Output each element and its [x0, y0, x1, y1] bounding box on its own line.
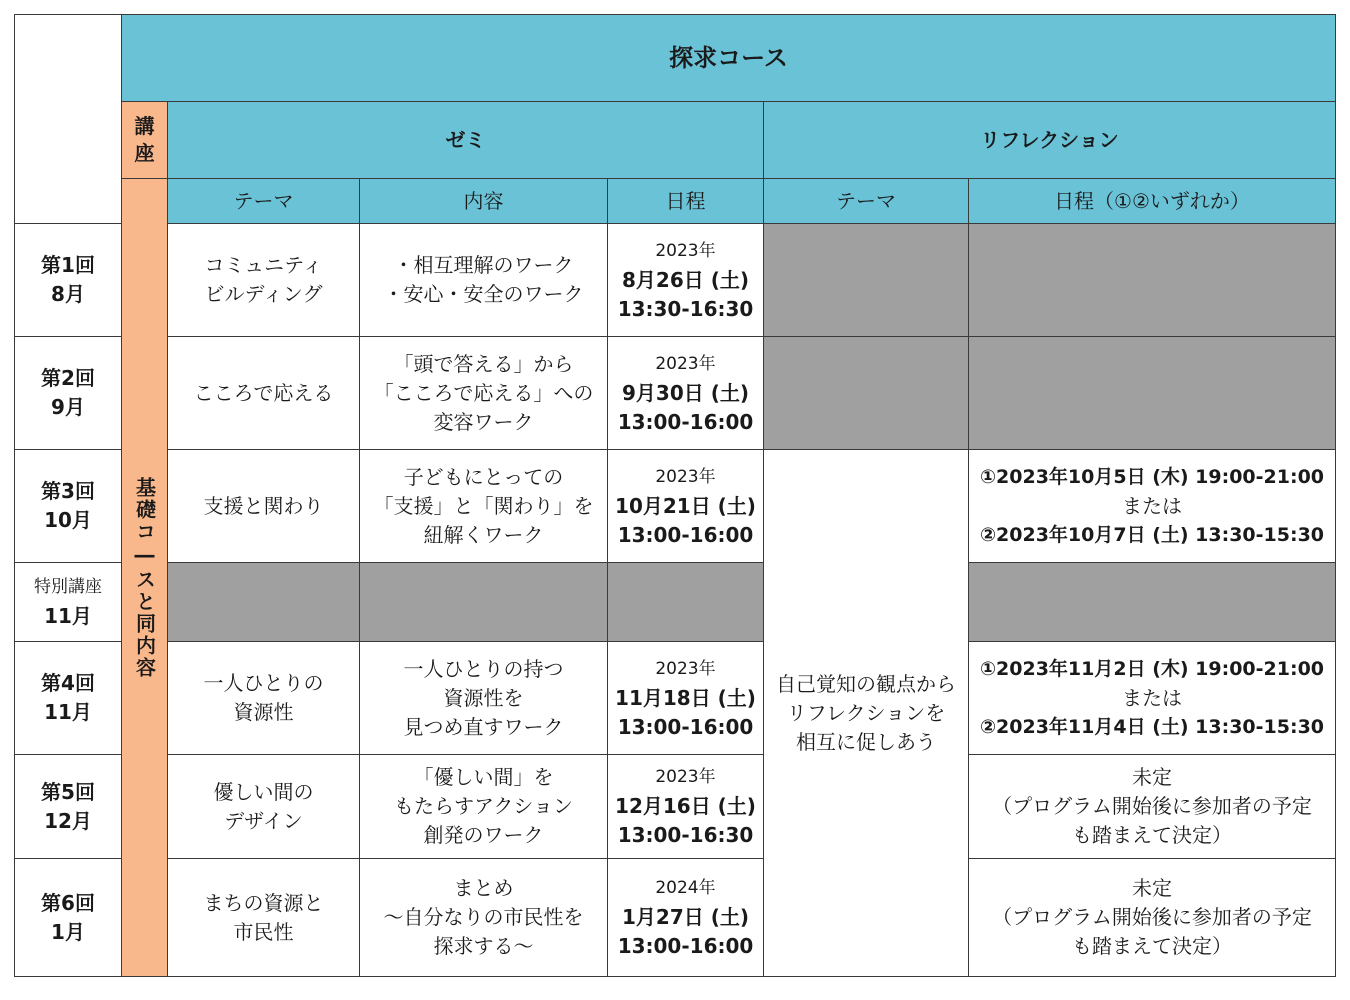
special-ref-date-empty: [968, 562, 1336, 642]
theme-cell: [167, 336, 360, 450]
kouza-char-1: 講: [134, 114, 155, 138]
ref-date-or: または: [1122, 685, 1182, 710]
content-line: 創発のワーク: [423, 823, 544, 847]
session-number: 第2回: [41, 366, 95, 390]
content-line: ・相互理解のワーク: [393, 253, 574, 277]
date-time: 13:30-16:30: [617, 296, 754, 321]
theme-line: まちの資源と: [203, 890, 324, 915]
date-cell: [607, 336, 764, 450]
date-time: 13:00-16:00: [617, 522, 754, 547]
ref-theme-empty: [763, 336, 969, 450]
content-cell: [359, 858, 608, 977]
ref-date-note: （プログラム開始後に参加者の予定: [992, 905, 1312, 929]
col-header-date-text: 日程: [665, 188, 706, 213]
kiso-course-label: 基礎コ―スと同内容: [132, 476, 157, 679]
content-line: ～自分なりの市民性を: [383, 905, 584, 929]
date-cell: [607, 858, 764, 977]
ref-date-option-1: ①2023年11月2日 (木) 19:00-21:00: [979, 657, 1325, 680]
session-month: 8月: [51, 282, 85, 306]
theme-cell: [167, 449, 360, 563]
content-line: 探求する～: [433, 934, 534, 958]
theme-cell: [167, 858, 360, 977]
date-year: 2023年: [655, 658, 716, 679]
session-cell: [14, 223, 122, 337]
session-number: 第3回: [41, 479, 95, 503]
special-theme-empty: [167, 562, 360, 642]
kiso-course-column: [121, 178, 168, 977]
zemi-header: [167, 101, 764, 179]
session-cell: [14, 336, 122, 450]
reflection-header: [763, 101, 1336, 179]
theme-line: デザイン: [224, 808, 303, 833]
ref-date-option-1: ①2023年10月5日 (木) 19:00-21:00: [979, 465, 1325, 488]
ref-theme-empty: [763, 223, 969, 337]
special-session-month: 11月: [44, 604, 92, 628]
ref-date-empty: [968, 336, 1336, 450]
reflection-theme-line: 自己覚知の観点から: [776, 671, 956, 696]
session-number: 第4回: [41, 671, 95, 695]
session-number: 第6回: [41, 890, 95, 915]
date-time: 13:00-16:00: [617, 409, 754, 434]
ref-date-cell: [968, 641, 1336, 755]
content-line: 子どもにとっての: [403, 464, 564, 489]
special-date-empty: [607, 562, 764, 642]
date-day: 10月21日 (土): [615, 493, 756, 518]
content-cell: [359, 336, 608, 450]
date-day: 12月16日 (土): [615, 794, 756, 818]
kouza-header: [121, 101, 168, 179]
ref-date-cell: [968, 858, 1336, 977]
col-header-ref-date-text: 日程（①②いずれか）: [1054, 188, 1250, 213]
session-number: 第5回: [41, 779, 95, 804]
col-header-ref-theme: [763, 178, 969, 224]
col-header-date: [607, 178, 764, 224]
session-month: 10月: [44, 508, 92, 532]
zemi-header-text: ゼミ: [445, 127, 486, 152]
content-line: 見つめ直すワーク: [403, 714, 564, 739]
theme-line: 支援と関わり: [203, 493, 324, 518]
corner-blank: [14, 14, 122, 224]
date-year: 2023年: [655, 767, 716, 787]
session-month: 9月: [51, 395, 85, 419]
content-line: 資源性を: [443, 685, 524, 710]
reflection-header-text: リフレクション: [980, 127, 1119, 152]
col-header-ref-theme-text: テーマ: [836, 188, 896, 213]
session-cell: [14, 754, 122, 859]
date-year: 2023年: [655, 353, 716, 374]
theme-line: 市民性: [233, 919, 294, 944]
date-cell: [607, 641, 764, 755]
theme-line: 資源性: [233, 700, 294, 724]
ref-date-or: または: [1122, 493, 1182, 518]
date-day: 9月30日 (土): [622, 380, 749, 405]
content-cell: [359, 641, 608, 755]
col-header-theme: [167, 178, 360, 224]
ref-date-note: も踏まえて決定）: [1072, 934, 1232, 958]
content-line: 「優しい間」を: [413, 765, 554, 789]
date-time: 13:00-16:00: [617, 714, 754, 739]
content-cell: [359, 754, 608, 859]
special-session-cell: [14, 562, 122, 642]
session-cell: [14, 641, 122, 755]
date-year: 2024年: [655, 878, 716, 898]
content-line: 「頭で答える」から: [393, 351, 574, 376]
date-cell: [607, 223, 764, 337]
col-header-theme-text: テーマ: [233, 188, 294, 213]
date-cell: [607, 754, 764, 859]
date-time: 13:00-16:30: [617, 823, 754, 847]
reflection-theme-cell: [763, 449, 969, 977]
content-line: 紐解くワーク: [423, 522, 544, 547]
date-year: 2023年: [655, 240, 716, 261]
reflection-theme-line: 相互に促しあう: [796, 729, 936, 754]
session-month: 11月: [44, 700, 92, 724]
ref-date-tbd: 未定: [1132, 876, 1172, 900]
theme-line: ビルディング: [204, 282, 323, 306]
content-line: 「こころで応える」への: [373, 380, 594, 405]
ref-date-note: （プログラム開始後に参加者の予定: [992, 794, 1312, 818]
col-header-ref-date: [968, 178, 1336, 224]
reflection-theme-line: リフレクションを: [786, 700, 946, 725]
theme-line: 一人ひとりの: [203, 671, 324, 695]
ref-date-tbd: 未定: [1132, 765, 1172, 789]
ref-date-cell: [968, 449, 1336, 563]
date-time: 13:00-16:00: [617, 934, 754, 958]
ref-date-option-2: ②2023年10月7日 (土) 13:30-15:30: [979, 523, 1325, 546]
special-content-empty: [359, 562, 608, 642]
special-session-label: 特別講座: [34, 577, 102, 597]
content-cell: [359, 449, 608, 563]
kouza-char-2: 座: [134, 141, 155, 165]
ref-date-empty: [968, 223, 1336, 337]
content-line: 「支援」と「関わり」を: [373, 493, 594, 518]
col-header-content-text: 内容: [463, 188, 504, 213]
session-month: 12月: [44, 808, 92, 833]
session-cell: [14, 449, 122, 563]
theme-cell: [167, 223, 360, 337]
date-day: 8月26日 (土): [622, 267, 749, 292]
ref-date-note: も踏まえて決定）: [1072, 823, 1232, 847]
content-line: 変容ワーク: [433, 409, 534, 434]
theme-line: 優しい間の: [213, 779, 314, 804]
theme-cell: [167, 641, 360, 755]
ref-date-cell: [968, 754, 1336, 859]
theme-cell: [167, 754, 360, 859]
course-title-text: 探求コース: [669, 43, 788, 72]
theme-line: こころで応える: [193, 380, 334, 405]
content-cell: [359, 223, 608, 337]
content-line: もたらすアクション: [394, 794, 573, 818]
date-day: 11月18日 (土): [615, 685, 756, 710]
session-cell: [14, 858, 122, 977]
col-header-content: [359, 178, 608, 224]
session-month: 1月: [51, 919, 85, 944]
date-day: 1月27日 (土): [622, 905, 749, 929]
date-cell: [607, 449, 764, 563]
course-title: [121, 14, 1336, 102]
content-line: ・安心・安全のワーク: [383, 282, 584, 306]
content-line: まとめ: [453, 876, 514, 900]
theme-line: コミュニティ: [204, 253, 323, 277]
session-number: 第1回: [41, 253, 95, 277]
content-line: 一人ひとりの持つ: [403, 656, 564, 681]
date-year: 2023年: [655, 466, 716, 487]
ref-date-option-2: ②2023年11月4日 (土) 13:30-15:30: [979, 715, 1325, 738]
